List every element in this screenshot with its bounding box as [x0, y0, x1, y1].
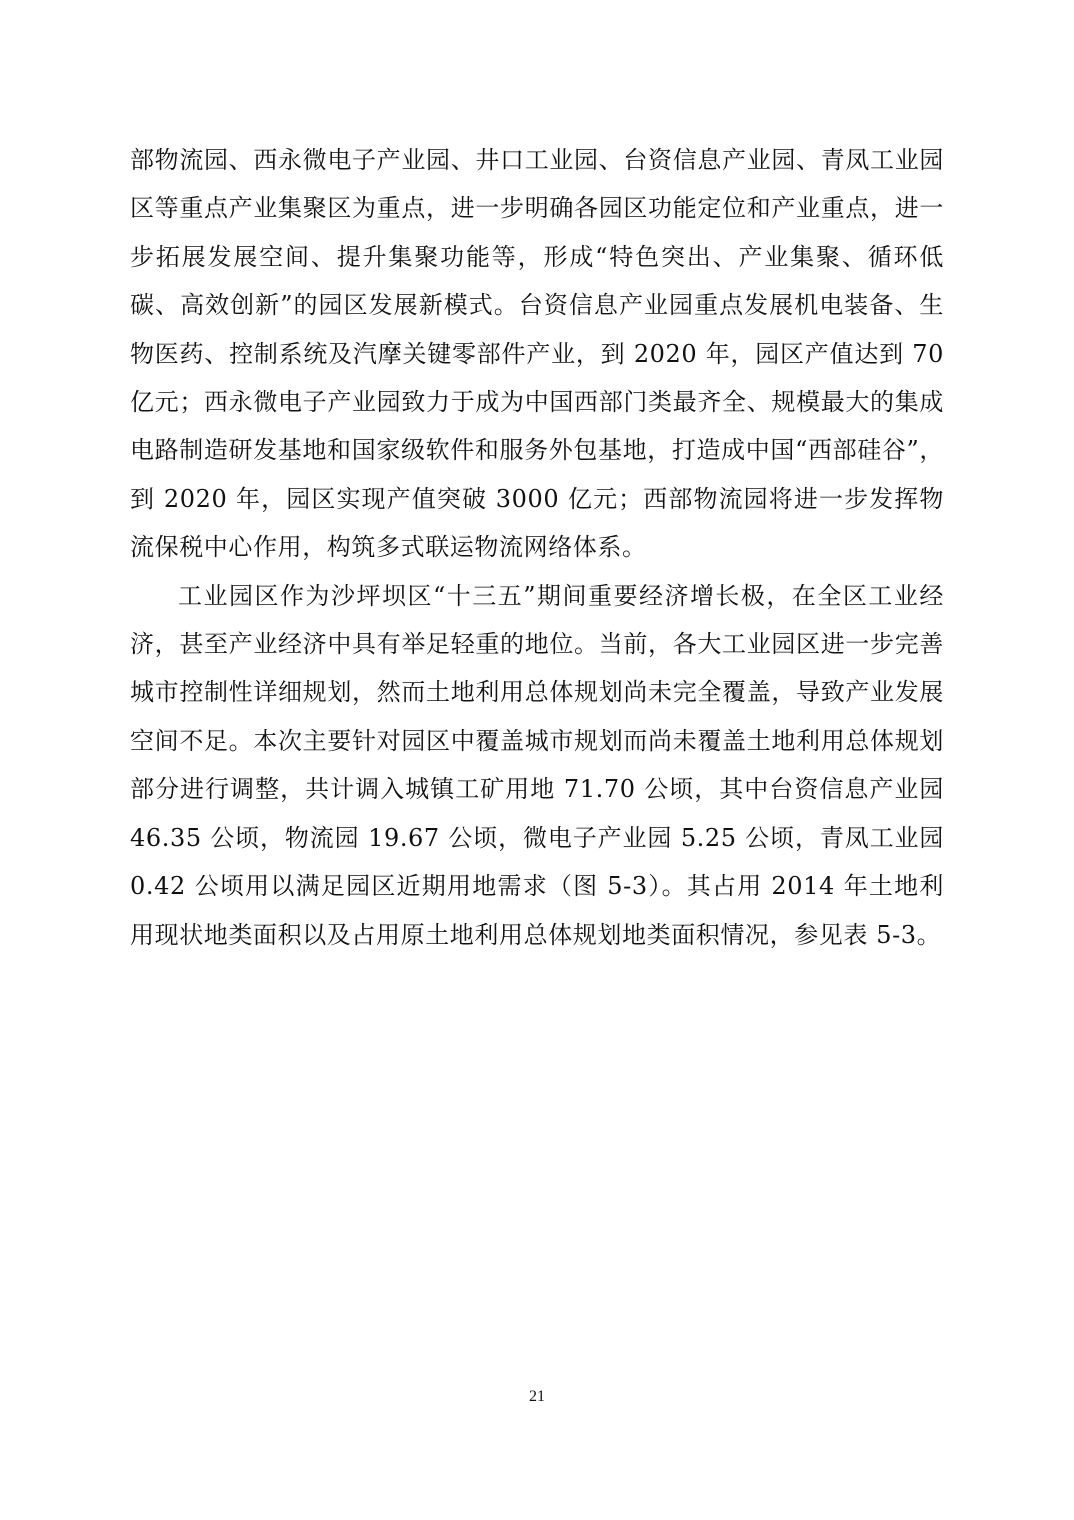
paragraph-industrial-parks: 工业园区作为沙坪坝区“十三五”期间重要经济增长极，在全区工业经济，甚至产业经济中具有举足轻重的地位。当前，各大工业园区进一步完善城市控制性详细规划，然而土地利用总体规划尚未完全覆盖，导致产业发展空间不足。本次主要针对园区中覆盖城市规划而尚未覆盖土地利用总体规划部分进行调整，共计调入城镇工矿用地 71.70 公顷，其中台资信息产业园 46.35 公顷，物流园 19.67 公顷，微电子产业园 5.25 公顷，青凤工业园 0.42 公顷用以满足园区近期用地需求（图 5-3）。其占用 2014 年土地利用现状地类面积以及占用原土地利用总体规划地类面积情况，参见表 5-3。	[130, 581, 944, 949]
page-number: 21	[529, 1388, 545, 1405]
paragraph-continued: 部物流园、西永微电子产业园、井口工业园、台资信息产业园、青凤工业园区等重点产业集聚区为重点，进一步明确各园区功能定位和产业重点，进一步拓展发展空间、提升集聚功能等，形成“特色突出、产业集聚、循环低碳、高效创新”的园区发展新模式。台资信息产业园重点发展机电装备、生物医药、控制系统及汽摩关键零部件产业，到 2020 年，园区产值达到 70 亿元；西永微电子产业园致力于成为中国西部门类最齐全、规模最大的集成电路制造研发基地和国家级软件和服务外包基地，打造成中国“西部硅谷”，到 2020 年，园区实现产值突破 3000 亿元；西部物流园将进一步发挥物流保税中心作用，构筑多式联运物流网络体系。	[130, 146, 944, 562]
body-text	[130, 136, 944, 959]
